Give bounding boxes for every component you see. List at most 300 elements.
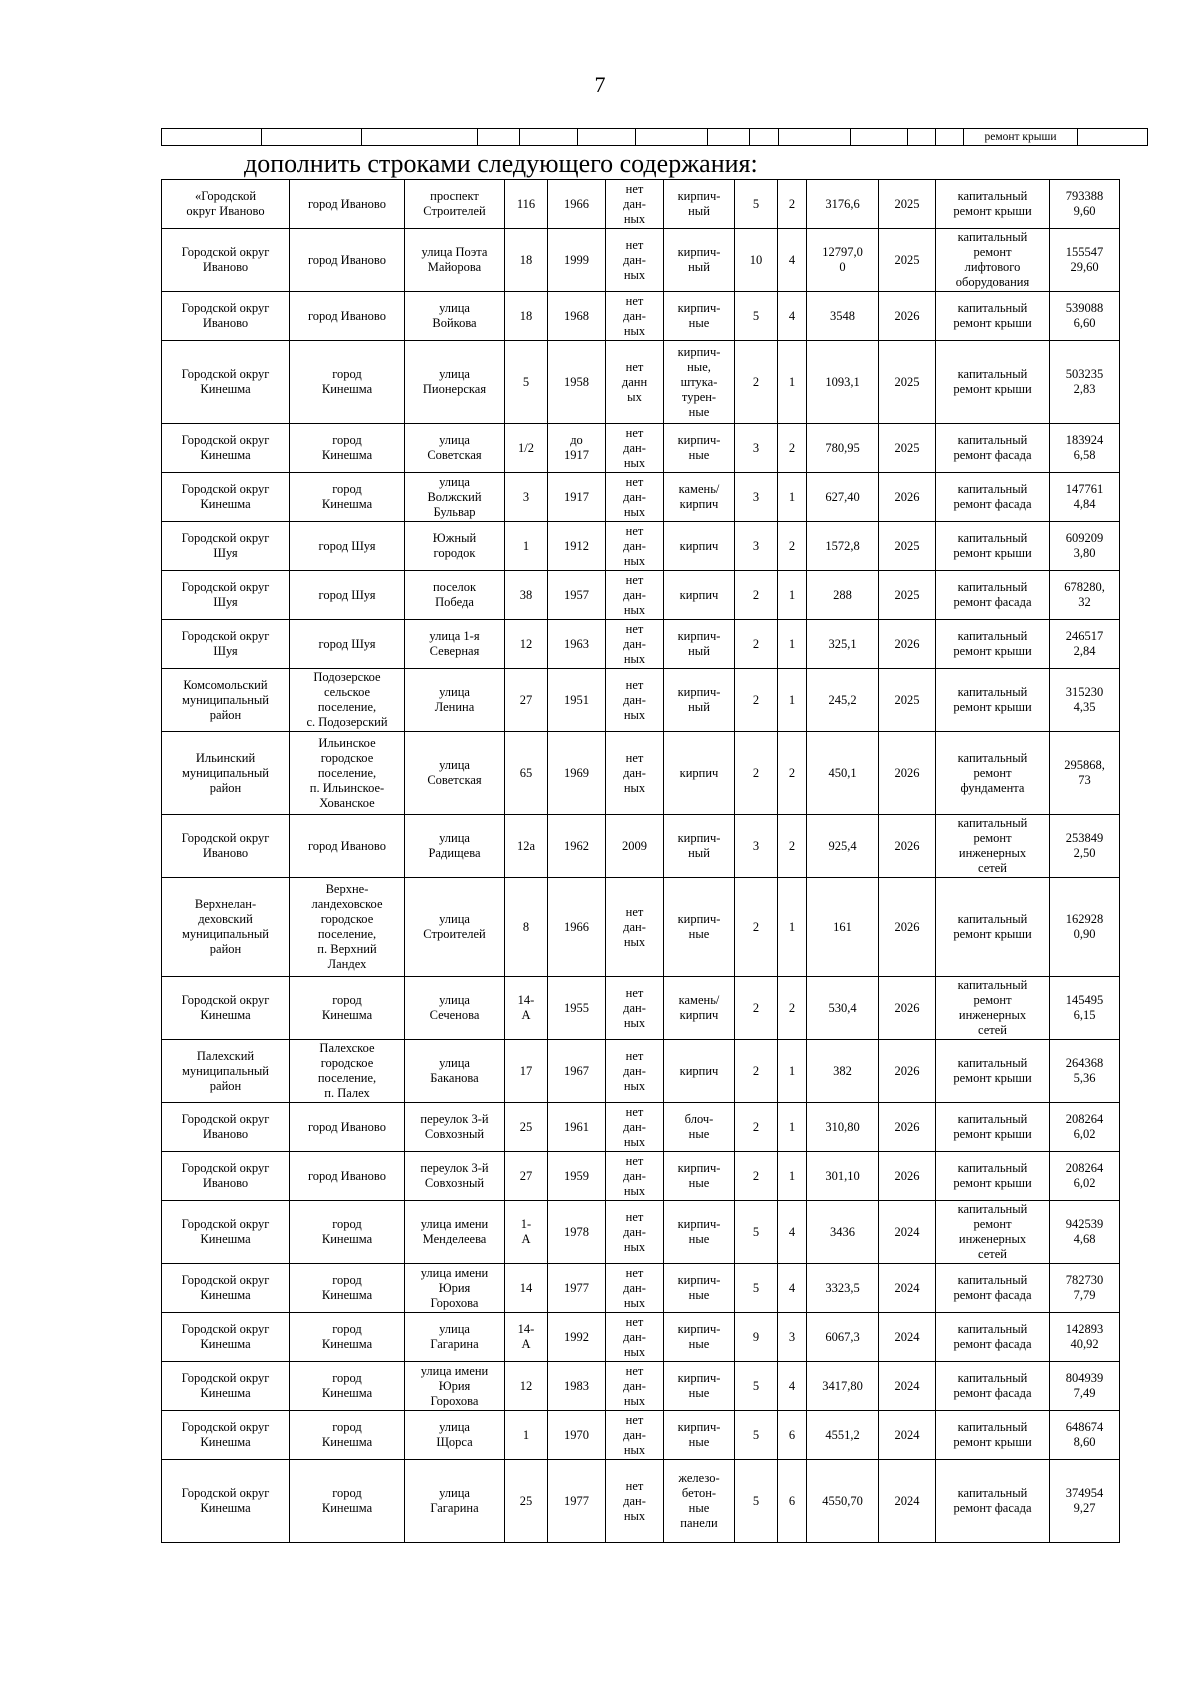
table-cell (851, 129, 908, 146)
table-cell: Городской округ Шуя (162, 522, 290, 571)
table-row (162, 620, 1120, 669)
table-cell: капитальный ремонт крыши (936, 1152, 1050, 1201)
table-cell: Ильинский муниципальный район (162, 732, 290, 815)
table-cell: 627,40 (807, 473, 879, 522)
table-cell: Верхнелан- деховский муниципальный район (162, 878, 290, 977)
table-cell: капитальный ремонт крыши (936, 620, 1050, 669)
table-cell: Городской округ Кинешма (162, 1460, 290, 1543)
table-cell: капитальный ремонт крыши (936, 180, 1050, 229)
table-cell: 38 (505, 571, 548, 620)
table-cell: 2 (735, 1103, 778, 1152)
table-cell: 12 (505, 1362, 548, 1411)
table-cell: нет дан- ных (606, 620, 664, 669)
table-cell: нет дан- ных (606, 669, 664, 732)
table-cell: 264368 5,36 (1050, 1040, 1120, 1103)
table-cell: капитальный ремонт фасада (936, 571, 1050, 620)
table-cell: 2024 (879, 1201, 936, 1264)
table-cell: 2024 (879, 1362, 936, 1411)
table-cell: 1968 (548, 292, 606, 341)
table-cell: нет дан- ных (606, 1264, 664, 1313)
table-cell: 65 (505, 732, 548, 815)
table-cell: 147761 4,84 (1050, 473, 1120, 522)
table-cell: кирпич- ные (664, 1362, 735, 1411)
table-cell: 2026 (879, 292, 936, 341)
table-cell: кирпич- ные (664, 1313, 735, 1362)
table-cell: капитальный ремонт инженерных сетей (936, 977, 1050, 1040)
table-row (162, 732, 1120, 815)
table-cell: город Кинешма (290, 977, 405, 1040)
table-cell: улица Баканова (405, 1040, 505, 1103)
table-cell: 2 (735, 669, 778, 732)
table-cell: 183924 6,58 (1050, 424, 1120, 473)
table-cell: улица имени Юрия Горохова (405, 1362, 505, 1411)
table-cell: кирпич- ный (664, 229, 735, 292)
table-cell: кирпич- ные (664, 1264, 735, 1313)
table-cell: кирпич- ные (664, 292, 735, 341)
table-cell: нет дан- ных (606, 1411, 664, 1460)
table-cell: Городской округ Иваново (162, 1152, 290, 1201)
table-cell: 3176,6 (807, 180, 879, 229)
table-cell: 2025 (879, 571, 936, 620)
table-cell: 1977 (548, 1460, 606, 1543)
table-cell: 2 (735, 341, 778, 424)
table-row (162, 473, 1120, 522)
table-cell: 27 (505, 1152, 548, 1201)
table-cell: нет дан- ных (606, 180, 664, 229)
table-cell: нет дан- ных (606, 1460, 664, 1543)
table-cell: Городской округ Кинешма (162, 1313, 290, 1362)
table-cell: улица Советская (405, 732, 505, 815)
table-cell: 2025 (879, 229, 936, 292)
table-cell: 2026 (879, 473, 936, 522)
table-cell: 4 (778, 1264, 807, 1313)
previous-table-fragment (161, 128, 1148, 146)
table-cell: 14 (505, 1264, 548, 1313)
table-cell: 2026 (879, 977, 936, 1040)
table-cell: 3 (735, 522, 778, 571)
table-cell: 246517 2,84 (1050, 620, 1120, 669)
table-cell: город Шуя (290, 571, 405, 620)
table-cell: 1 (778, 669, 807, 732)
table-cell: улица Поэта Майорова (405, 229, 505, 292)
table-cell: Городской округ Кинешма (162, 473, 290, 522)
table-cell: 2 (778, 815, 807, 878)
table-cell: 1572,8 (807, 522, 879, 571)
table-cell: 1 (778, 620, 807, 669)
table-cell: 530,4 (807, 977, 879, 1040)
table-cell: капитальный ремонт фасада (936, 1264, 1050, 1313)
table-cell: кирпич (664, 1040, 735, 1103)
table-row (162, 229, 1120, 292)
table-cell: нет дан- ных (606, 424, 664, 473)
table-cell: 2 (735, 732, 778, 815)
table-cell: кирпич- ные (664, 1201, 735, 1264)
table-cell: капитальный ремонт фасада (936, 1362, 1050, 1411)
table-row (162, 815, 1120, 878)
table-row (162, 292, 1120, 341)
table-cell: 12 (505, 620, 548, 669)
table-row (162, 1460, 1120, 1543)
table-cell: Городской округ Кинешма (162, 341, 290, 424)
table-cell (636, 129, 708, 146)
table-cell: 1955 (548, 977, 606, 1040)
table-cell: 925,4 (807, 815, 879, 878)
table-cell: город Кинешма (290, 1460, 405, 1543)
table-cell: нет дан- ных (606, 1103, 664, 1152)
table-cell: 1951 (548, 669, 606, 732)
table-cell: улица Войкова (405, 292, 505, 341)
table-cell: 1912 (548, 522, 606, 571)
table-row (162, 1152, 1120, 1201)
table-cell: 804939 7,49 (1050, 1362, 1120, 1411)
table-cell: улица Радищева (405, 815, 505, 878)
page-number: 7 (594, 72, 606, 97)
section-heading: дополнить строками следующего содержания: (244, 149, 758, 178)
table-cell: 3 (778, 1313, 807, 1362)
table-row (162, 129, 1148, 146)
table-row (162, 1103, 1120, 1152)
table-row (162, 1040, 1120, 1103)
table-cell: 1 (778, 473, 807, 522)
table-cell: 648674 8,60 (1050, 1411, 1120, 1460)
table-cell: нет дан- ных (606, 292, 664, 341)
table-cell: нет дан- ных (606, 571, 664, 620)
table-cell: кирпич (664, 571, 735, 620)
table-cell: Городской округ Шуя (162, 620, 290, 669)
table-cell: капитальный ремонт фундамента (936, 732, 1050, 815)
table-cell: 1961 (548, 1103, 606, 1152)
table-cell: 1969 (548, 732, 606, 815)
table-cell: капитальный ремонт крыши (936, 1040, 1050, 1103)
table-cell: город Иваново (290, 1103, 405, 1152)
table-cell: 1966 (548, 878, 606, 977)
table-cell: 25 (505, 1460, 548, 1543)
table-cell: капитальный ремонт крыши (936, 1411, 1050, 1460)
table-cell: 2 (778, 424, 807, 473)
table-cell: 208264 6,02 (1050, 1103, 1120, 1152)
table-cell: Южный городок (405, 522, 505, 571)
table-cell: 2026 (879, 620, 936, 669)
table-cell: 374954 9,27 (1050, 1460, 1120, 1543)
table-cell: до 1917 (548, 424, 606, 473)
table-cell: 17 (505, 1040, 548, 1103)
table-cell: 1978 (548, 1201, 606, 1264)
table-row (162, 1264, 1120, 1313)
table-cell: 288 (807, 571, 879, 620)
table-cell: 2 (735, 571, 778, 620)
table-cell: город Кинешма (290, 1264, 405, 1313)
table-cell: кирпич- ный (664, 815, 735, 878)
table-cell: 1 (778, 341, 807, 424)
table-cell: Городской округ Иваново (162, 229, 290, 292)
table-cell: 2025 (879, 522, 936, 571)
table-cell: «Городской округ Иваново (162, 180, 290, 229)
table-cell: 2026 (879, 878, 936, 977)
table-cell: 1966 (548, 180, 606, 229)
table-cell: 14- А (505, 1313, 548, 1362)
table-cell: кирпич (664, 522, 735, 571)
table-cell: 6 (778, 1460, 807, 1543)
table-cell: 4 (778, 229, 807, 292)
table-cell: нет дан- ных (606, 878, 664, 977)
table-cell: улица Щорса (405, 1411, 505, 1460)
table-cell: железо- бетон- ные панели (664, 1460, 735, 1543)
table-cell: капитальный ремонт крыши (936, 669, 1050, 732)
table-cell: город Иваново (290, 815, 405, 878)
table-cell: 18 (505, 229, 548, 292)
table-cell: улица Ленина (405, 669, 505, 732)
table-cell: 6 (778, 1411, 807, 1460)
table-cell: 4 (778, 1362, 807, 1411)
table-cell: 2024 (879, 1460, 936, 1543)
table-cell: 4 (778, 1201, 807, 1264)
table-row (162, 1411, 1120, 1460)
table-cell: 2024 (879, 1264, 936, 1313)
table-cell: 4551,2 (807, 1411, 879, 1460)
table-cell: 161 (807, 878, 879, 977)
table-row (162, 424, 1120, 473)
table-cell: 155547 29,60 (1050, 229, 1120, 292)
table-cell: 1/2 (505, 424, 548, 473)
table-cell: Городской округ Кинешма (162, 1362, 290, 1411)
table-cell: город Шуя (290, 522, 405, 571)
table-cell: 3 (735, 473, 778, 522)
table-cell: 1957 (548, 571, 606, 620)
table-cell: 6067,3 (807, 1313, 879, 1362)
table-cell: город Иваново (290, 1152, 405, 1201)
table-cell: город Иваново (290, 180, 405, 229)
table-cell: 25 (505, 1103, 548, 1152)
table-cell: Городской округ Кинешма (162, 977, 290, 1040)
table-cell: 2024 (879, 1411, 936, 1460)
table-cell: 1 (505, 1411, 548, 1460)
housing-repair-table (161, 179, 1120, 1543)
table-cell: 1 (778, 571, 807, 620)
table-cell: кирпич- ные (664, 878, 735, 977)
table-cell: нет данн ых (606, 341, 664, 424)
table-row (162, 1201, 1120, 1264)
table-cell: 12797,0 0 (807, 229, 879, 292)
table-cell (578, 129, 636, 146)
table-row (162, 1313, 1120, 1362)
table-cell (520, 129, 578, 146)
table-cell: 301,10 (807, 1152, 879, 1201)
table-cell: город Кинешма (290, 424, 405, 473)
table-cell: капитальный ремонт фасада (936, 473, 1050, 522)
table-cell: 2 (735, 977, 778, 1040)
table-cell: 253849 2,50 (1050, 815, 1120, 878)
table-cell: нет дан- ных (606, 229, 664, 292)
table-cell: нет дан- ных (606, 1152, 664, 1201)
table-cell: нет дан- ных (606, 977, 664, 1040)
table-cell: поселок Победа (405, 571, 505, 620)
table-cell: 5 (735, 180, 778, 229)
table-cell: 3436 (807, 1201, 879, 1264)
table-cell: 2 (735, 1040, 778, 1103)
table-cell: 12а (505, 815, 548, 878)
table-cell: 1- А (505, 1201, 548, 1264)
table-cell: кирпич- ный (664, 669, 735, 732)
table-cell: кирпич- ные (664, 1152, 735, 1201)
table-cell: Палехское городское поселение, п. Палех (290, 1040, 405, 1103)
table-cell: переулок 3-й Совхозный (405, 1152, 505, 1201)
table-cell (262, 129, 362, 146)
table-cell: 142893 40,92 (1050, 1313, 1120, 1362)
table-cell: 116 (505, 180, 548, 229)
table-cell: Подозерское сельское поселение, с. Подозерский (290, 669, 405, 732)
table-cell: капитальный ремонт инженерных сетей (936, 815, 1050, 878)
table-row (162, 977, 1120, 1040)
table-cell: 450,1 (807, 732, 879, 815)
table-cell: 2 (778, 977, 807, 1040)
table-cell: город Иваново (290, 229, 405, 292)
table-cell: 1977 (548, 1264, 606, 1313)
table-cell: проспект Строителей (405, 180, 505, 229)
table-cell: капитальный ремонт крыши (936, 292, 1050, 341)
table-cell: Городской округ Кинешма (162, 1411, 290, 1460)
table-cell: 2025 (879, 341, 936, 424)
table-cell: камень/ кирпич (664, 977, 735, 1040)
table-cell: улица Советская (405, 424, 505, 473)
table-cell: 2025 (879, 424, 936, 473)
table-cell: 5 (735, 1362, 778, 1411)
table-cell: улица Гагарина (405, 1460, 505, 1543)
table-cell: 5 (735, 1201, 778, 1264)
table-cell: 18 (505, 292, 548, 341)
table-cell: город Кинешма (290, 341, 405, 424)
table-cell: 2 (778, 180, 807, 229)
table-row (162, 180, 1120, 229)
table-cell: 2026 (879, 1103, 936, 1152)
table-cell: 782730 7,79 (1050, 1264, 1120, 1313)
table-row (162, 571, 1120, 620)
table-cell: улица Гагарина (405, 1313, 505, 1362)
table-cell: 2009 (606, 815, 664, 878)
table-cell: 793388 9,60 (1050, 180, 1120, 229)
table-cell (162, 129, 262, 146)
table-cell: улица Сеченова (405, 977, 505, 1040)
table-cell: 1 (778, 878, 807, 977)
table-cell (362, 129, 478, 146)
table-cell: улица Пионерская (405, 341, 505, 424)
table-cell: Палехский муниципальный район (162, 1040, 290, 1103)
table-cell: 1962 (548, 815, 606, 878)
table-cell: 1 (778, 1040, 807, 1103)
table-cell: 3323,5 (807, 1264, 879, 1313)
table-cell: 1970 (548, 1411, 606, 1460)
table-cell: 1 (778, 1152, 807, 1201)
table-cell: 1959 (548, 1152, 606, 1201)
table-cell: 1983 (548, 1362, 606, 1411)
table-cell: 5 (735, 1411, 778, 1460)
table-row (162, 341, 1120, 424)
table-cell: кирпич- ные (664, 424, 735, 473)
table-cell: 1 (505, 522, 548, 571)
table-cell: 539088 6,60 (1050, 292, 1120, 341)
table-cell: Комсомольский муниципальный район (162, 669, 290, 732)
table-cell: кирпич- ный (664, 620, 735, 669)
table-cell: город Кинешма (290, 1411, 405, 1460)
table-cell: 1917 (548, 473, 606, 522)
table-cell: Верхне- ландеховское городское поселение, п. Верхний Ландех (290, 878, 405, 977)
table-cell: Ильинское городское поселение, п. Ильинское- Хованское (290, 732, 405, 815)
table-cell: 2 (778, 522, 807, 571)
table-cell: капитальный ремонт крыши (936, 341, 1050, 424)
table-cell: 2026 (879, 1152, 936, 1201)
table-cell: 1963 (548, 620, 606, 669)
table-cell: Городской округ Иваново (162, 1103, 290, 1152)
table-cell: Городской округ Кинешма (162, 424, 290, 473)
table-cell: 14- А (505, 977, 548, 1040)
table-cell (1078, 129, 1148, 146)
table-cell: 2 (735, 878, 778, 977)
table-cell: улица Строителей (405, 878, 505, 977)
table-cell: 1 (778, 1103, 807, 1152)
table-cell: улица имени Юрия Горохова (405, 1264, 505, 1313)
table-cell: 382 (807, 1040, 879, 1103)
table-cell: нет дан- ных (606, 473, 664, 522)
table-cell: 2025 (879, 669, 936, 732)
table-cell: нет дан- ных (606, 1201, 664, 1264)
table-cell (478, 129, 520, 146)
table-cell: 10 (735, 229, 778, 292)
table-cell: блоч- ные (664, 1103, 735, 1152)
table-cell: 310,80 (807, 1103, 879, 1152)
table-cell: Городской округ Иваново (162, 292, 290, 341)
table-cell: 2 (778, 732, 807, 815)
table-cell: 3 (735, 815, 778, 878)
table-cell (708, 129, 750, 146)
table-row (162, 1362, 1120, 1411)
table-cell: нет дан- ных (606, 1313, 664, 1362)
table-cell: город Кинешма (290, 1362, 405, 1411)
table-cell: 678280, 32 (1050, 571, 1120, 620)
table-cell: 315230 4,35 (1050, 669, 1120, 732)
table-cell: нет дан- ных (606, 1040, 664, 1103)
table-cell: Городской округ Кинешма (162, 1201, 290, 1264)
table-cell: 2026 (879, 1040, 936, 1103)
table-cell: 1992 (548, 1313, 606, 1362)
table-cell: капитальный ремонт фасада (936, 1313, 1050, 1362)
table-cell: город Кинешма (290, 1201, 405, 1264)
table-cell: 3548 (807, 292, 879, 341)
table-cell: 3 (735, 424, 778, 473)
table-cell: 1999 (548, 229, 606, 292)
table-cell: 208264 6,02 (1050, 1152, 1120, 1201)
table-cell: нет дан- ных (606, 1362, 664, 1411)
table-cell: ремонт крыши (964, 129, 1078, 146)
table-cell: 162928 0,90 (1050, 878, 1120, 977)
table-cell: 5 (735, 1460, 778, 1543)
table-cell: кирпич- ные, штука- турен- ные (664, 341, 735, 424)
table-cell: 4 (778, 292, 807, 341)
table-cell: переулок 3-й Совхозный (405, 1103, 505, 1152)
table-cell: 4550,70 (807, 1460, 879, 1543)
table-cell: 3 (505, 473, 548, 522)
table-cell: капитальный ремонт фасада (936, 424, 1050, 473)
table-cell (779, 129, 851, 146)
table-cell: 27 (505, 669, 548, 732)
table-cell: улица 1-я Северная (405, 620, 505, 669)
table-row (162, 522, 1120, 571)
table-cell: 3417,80 (807, 1362, 879, 1411)
table-cell: Городской округ Иваново (162, 815, 290, 878)
table-cell: 2026 (879, 815, 936, 878)
table-cell: капитальный ремонт лифтового оборудования (936, 229, 1050, 292)
table-cell: капитальный ремонт фасада (936, 1460, 1050, 1543)
table-cell: 8 (505, 878, 548, 977)
table-row (162, 669, 1120, 732)
